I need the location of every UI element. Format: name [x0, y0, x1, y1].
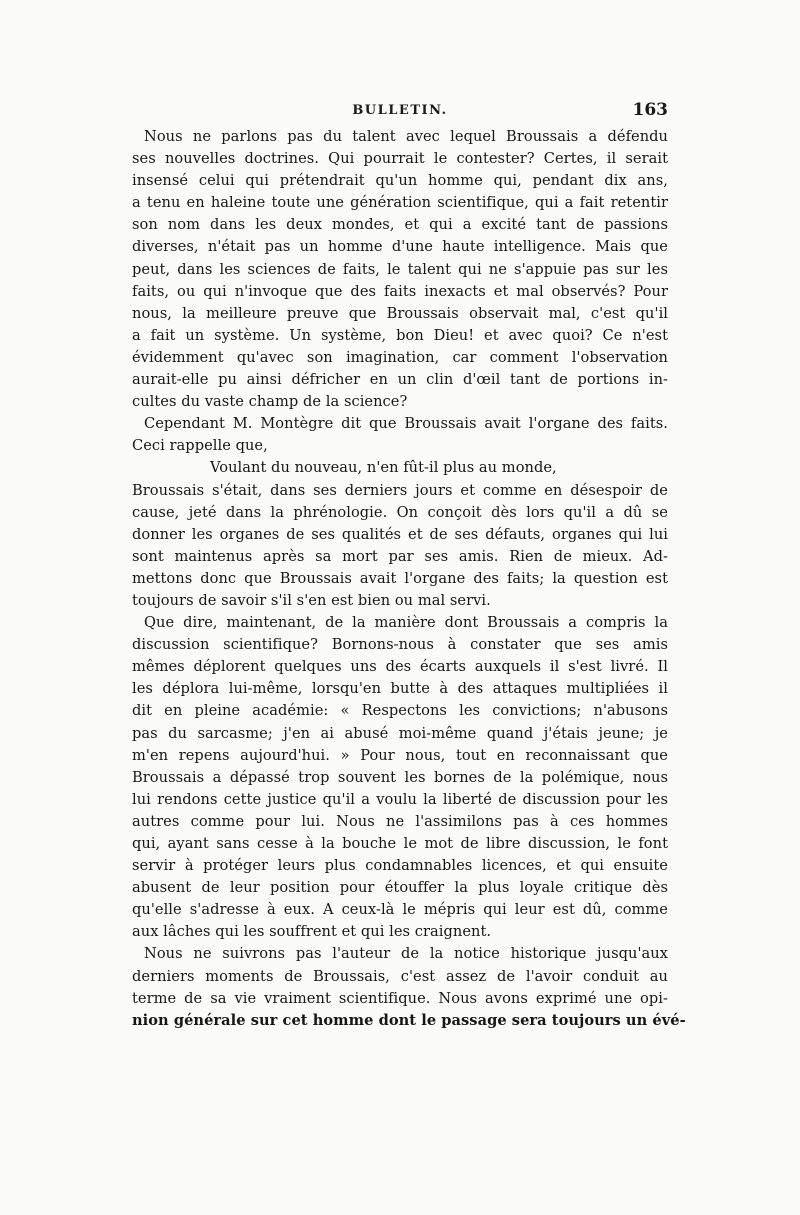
text-line: a fait un système. Un système, bon Dieu! et avec quoi? Ce n'est — [132, 326, 668, 344]
text-line: qu'elle s'adresse à eux. A ceux-là le mépris qui leur est dû, comme — [132, 901, 668, 919]
text-line: cultes du vaste champ de la science? — [132, 393, 408, 411]
text-line: sont maintenus après sa mort par ses amis. Rien de mieux. Ad- — [132, 547, 668, 565]
text-line: toujours de savoir s'il s'en est bien ou mal servi. — [132, 591, 491, 609]
text-line: donner les organes de ses qualités et de ses défauts, organes qui lui — [132, 525, 668, 543]
text-line: qui, ayant sans cesse à la bouche le mot de libre discussion, le font — [132, 835, 668, 852]
text-line: insensé celui qui prétendrait qu'un homme qui, pendant dix ans, — [132, 172, 668, 190]
text-line: autres comme pour lui. Nous ne l'assimilons pas à ces hommes — [132, 812, 668, 830]
text-line: servir à protéger leurs plus condamnables licences, et qui ensuite — [132, 857, 668, 875]
text-line: aux lâches qui les souffrent et qui les craignent. — [132, 923, 492, 941]
text-line: peut, dans les sciences de faits, le talent qui ne s'appuie pas sur les — [132, 260, 668, 278]
text-line: diverses, n'était pas un homme d'une haute intelligence. Mais que — [132, 238, 668, 256]
text-line: abusent de leur position pour étouffer la plus loyale critique dès — [132, 879, 668, 897]
text-line: mêmes déplorent quelques uns des écarts auxquels il s'est livré. Il — [132, 658, 668, 676]
text-line: ses nouvelles doctrines. Qui pourrait le contester? Certes, il serait — [132, 150, 668, 168]
body-text — [132, 126, 686, 1032]
text-line: pas du sarcasme; j'en ai abusé moi-même quand j'étais jeune; je — [132, 724, 668, 742]
text-line: faits, ou qui n'invoque que des faits inexacts et mal observés? Pour — [132, 282, 668, 300]
text-line: nous, la meilleure preuve que Broussais observait mal, c'est qu'il — [132, 304, 668, 322]
text-line: Nous ne suivrons pas l'auteur de la notice historique jusqu'aux — [144, 945, 668, 963]
text-line: cause, jeté dans la phrénologie. On conçoit dès lors qu'il a dû se — [132, 503, 668, 521]
text-line: aurait-elle pu ainsi défricher en un clin d'œil tant de portions in- — [132, 371, 668, 389]
text-line: son nom dans les deux mondes, et qui a excité tant de passions — [132, 216, 668, 234]
text-line: dit en pleine académie: « Respectons les convictions; n'abusons — [132, 702, 668, 720]
text-line: derniers moments de Broussais, c'est assez de l'avoir conduit au — [132, 967, 668, 985]
text-line: Cependant M. Montègre dit que Broussais avait l'organe des faits. — [144, 415, 668, 433]
text-line: m'en repens aujourd'hui. » Pour nous, tout en reconnaissant que — [132, 746, 668, 764]
text-line: Broussais a dépassé trop souvent les bornes de la polémique, nous — [132, 768, 668, 786]
text-line: lui rendons cette justice qu'il a voulu la liberté de discussion pour les — [132, 790, 668, 808]
text-line: les déplora lui-même, lorsqu'en butte à des attaques multipliées il — [132, 680, 668, 698]
page-header — [132, 100, 668, 122]
text-line: Nous ne parlons pas du talent avec lequel Broussais a défendu — [144, 128, 668, 145]
text-line: a tenu en haleine toute une génération scientifique, qui a fait retentir — [132, 194, 668, 212]
text-line: évidemment qu'avec son imagination, car comment l'observation — [132, 348, 668, 366]
text-line: discussion scientifique? Bornons-nous à constater que ses amis — [132, 636, 668, 654]
running-title: BULLETIN. — [352, 103, 448, 118]
page-number: 163 — [632, 100, 668, 120]
text-line: Ceci rappelle que, — [132, 437, 268, 455]
text-line: nion générale sur cet homme dont le passage sera toujours un évé- — [132, 1011, 686, 1029]
text-line: terme de sa vie vraiment scientifique. Nous avons exprimé une opi- — [132, 989, 668, 1007]
text-line: Que dire, maintenant, de la manière dont Broussais a compris la — [144, 614, 668, 632]
text-line: mettons donc que Broussais avait l'organe des faits; la question est — [132, 569, 668, 587]
text-line: Broussais s'était, dans ses derniers jours et comme en désespoir de — [132, 481, 668, 499]
verse-line: Voulant du nouveau, n'en fût-il plus au monde, — [210, 459, 557, 477]
